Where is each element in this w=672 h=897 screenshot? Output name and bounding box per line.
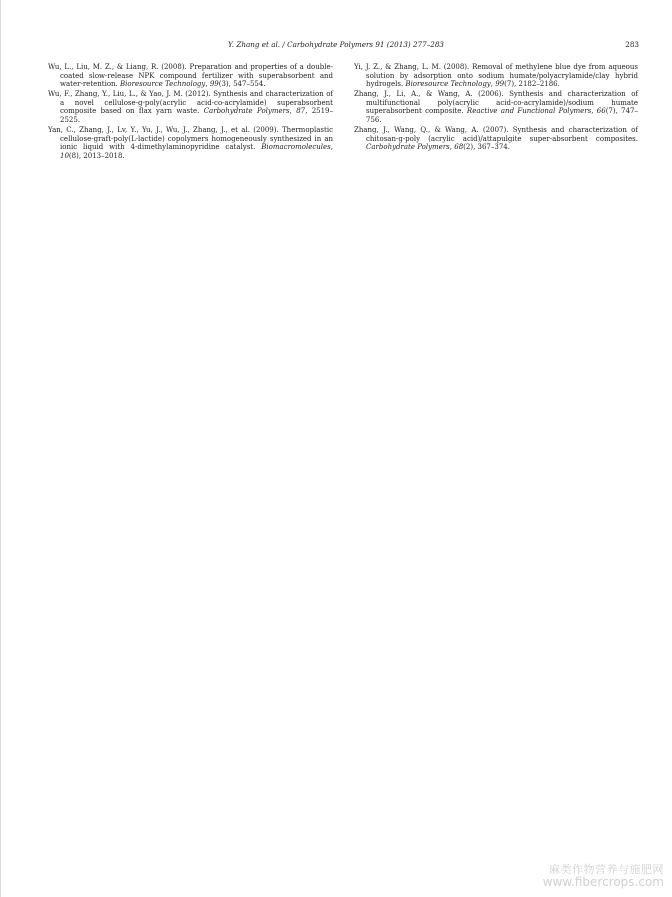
references-left-column bbox=[48, 63, 333, 162]
references-right-column bbox=[354, 63, 638, 153]
page-number: 283 bbox=[625, 40, 639, 49]
reference-entry: Yi, J. Z., & Zhang, L. M. (2008). Removal of methylene blue dye from aqueous solution by adsorption onto sodium humate/polyacrylamide/clay hybrid hydrogels. Bioresource Technology, 99(7), 2182–2186. bbox=[354, 63, 638, 89]
reference-entry: Wu, L., Liu, M. Z., & Liang, R. (2008). Preparation and properties of a double-coated slow-release NPK compound fertilizer with superabsorbent and water-retention. Bioresource Technology, 99(3), 547–554. bbox=[48, 63, 333, 89]
page-left-border bbox=[0, 0, 1, 897]
reference-entry: Yan, C., Zhang, J., Lv, Y., Yu, J., Wu, J., Zhang, J., et al. (2009). Thermoplastic cellulose-graft-poly(L-lactide) copolymers homogeneously synthesized in an ionic liquid with 4-dimethylaminopyridine catalyst. Biomacromolecules, 10(8), 2013–2018. bbox=[48, 126, 333, 160]
reference-entry: Wu, F., Zhang, Y., Liu, L., & Yao, J. M. (2012). Synthesis and characterization of a novel cellulose-g-poly(acrylic acid-co-acrylamide) superabsorbent composite based on flax yarn waste. Carbohydrate Polymers, 87, 2519–2525. bbox=[48, 90, 334, 125]
running-title: Y. Zhang et al. / Carbohydrate Polymers 91 (2013) 277–283 bbox=[227, 40, 445, 49]
reference-entry: Zhang, J., Li, A., & Wang, A. (2006). Synthesis and characterization of multifunctional poly(acrylic acid-co-acrylamide)/sodium humate superabsorbent composite. Reactive and Functional Polymers, 66(7), 747–756. bbox=[354, 90, 638, 125]
reference-entry: Zhang, J., Wang, Q., & Wang, A. (2007). Synthesis and characterization of chitosan-g-poly (acrylic acid)/attapulgite super-absorbent composites. Carbohydrate Polymers, 68(2), 367–374. bbox=[354, 126, 638, 152]
site-watermark bbox=[543, 863, 664, 889]
watermark-chinese-text: 麻类作物营养与施肥网 bbox=[549, 863, 664, 876]
watermark-url: www.fibercrops.com bbox=[542, 875, 664, 889]
page-header bbox=[0, 40, 672, 52]
